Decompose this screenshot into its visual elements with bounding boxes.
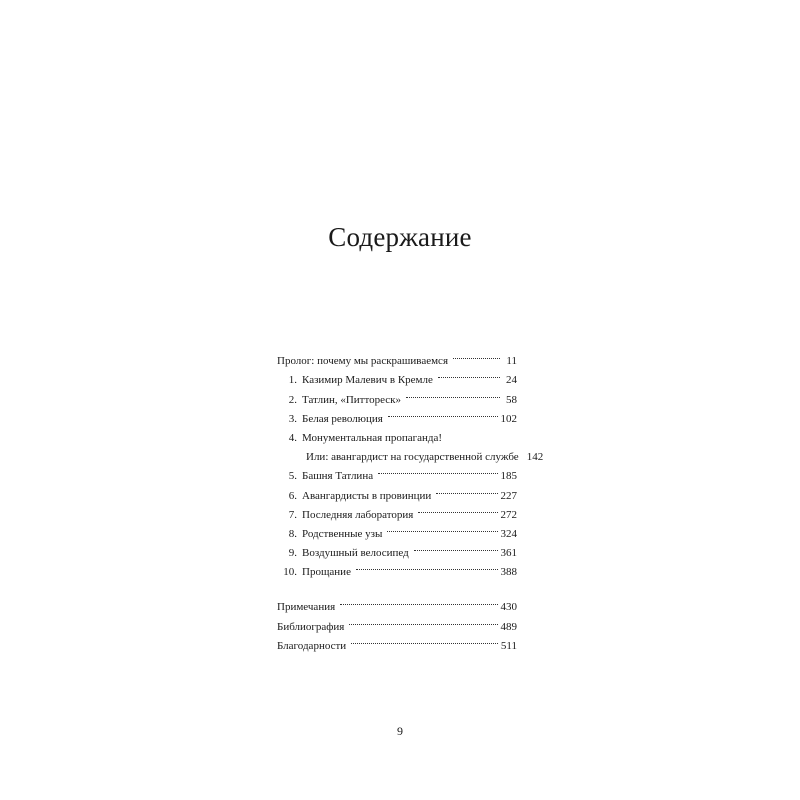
chapter-number: 6. (288, 489, 297, 502)
leader-dots (378, 460, 497, 479)
toc-entry-text: Белая революция (302, 412, 383, 425)
toc-page-number: 24 (506, 374, 517, 387)
toc-entry-text: Воздушный велосипед (302, 547, 409, 560)
chapter-number: 8. (288, 527, 297, 540)
toc-main-section (277, 345, 544, 579)
chapter-number: 4. (288, 431, 297, 444)
toc-entry-text: Авангардисты в провинции (302, 489, 432, 502)
leader-dots (351, 630, 498, 649)
toc-page-number: 272 (500, 508, 517, 521)
page-title: Содержание (328, 222, 472, 252)
toc-page-number: 511 (500, 639, 517, 652)
leader-dots (418, 499, 497, 518)
chapter-number: 1. (288, 374, 297, 387)
toc-entry-text: Монументальная пропаганда! (302, 431, 443, 444)
leader-dots (438, 364, 500, 383)
leader-dots (414, 537, 498, 556)
toc-entry-text: Прощание (302, 566, 351, 579)
toc-page-number: 361 (500, 547, 517, 560)
toc-entry-notes (277, 591, 517, 614)
toc-page-number: 388 (500, 566, 517, 579)
toc-page-number: 11 (506, 355, 517, 368)
toc-entry-text: Библиография (277, 620, 345, 633)
chapter-number: 2. (288, 393, 297, 406)
toc-entry-text: Пролог: почему мы раскрашиваемся (277, 355, 448, 368)
toc-page-number: 102 (500, 412, 517, 425)
toc-entry-prologue (277, 345, 517, 368)
toc-page-number: 430 (500, 601, 517, 614)
table-of-contents (277, 345, 544, 652)
leader-dots (387, 518, 497, 537)
chapter-number: 7. (288, 508, 297, 521)
chapter-number: 9. (288, 547, 297, 560)
chapter-number: 3. (288, 412, 297, 425)
leader-dots (340, 591, 497, 610)
leader-dots (436, 479, 497, 498)
leader-dots (388, 403, 498, 422)
toc-entry-text: Благодарности (277, 639, 347, 652)
leader-dots (349, 610, 497, 629)
toc-entry-subtitle: Или: авангардист на государственной службе (306, 451, 519, 464)
toc-back-matter-section (277, 591, 517, 652)
toc-entry-text: Примечания (277, 601, 336, 614)
toc-page-number: 489 (500, 620, 517, 633)
page-number-footer: 9 (397, 724, 403, 738)
leader-dots (453, 345, 500, 364)
toc-page-number: 227 (500, 489, 517, 502)
toc-entry-text: Последняя лаборатория (302, 508, 414, 521)
leader-dots (356, 556, 498, 575)
chapter-number: 5. (288, 470, 297, 483)
leader-dots (406, 383, 500, 402)
toc-entry-text: Татлин, «Питтореск» (302, 393, 402, 406)
toc-page-number: 142 (526, 451, 544, 464)
toc-page-number: 324 (500, 527, 517, 540)
toc-entry-text: Башня Татлина (302, 470, 374, 483)
chapter-number: 10. (283, 566, 297, 579)
toc-page-number: 185 (500, 470, 517, 483)
toc-entry-text: Родственные узы (302, 527, 383, 540)
toc-page-number: 58 (506, 393, 517, 406)
toc-entry-text: Казимир Малевич в Кремле (302, 374, 433, 387)
leader-dots-empty (447, 422, 514, 441)
